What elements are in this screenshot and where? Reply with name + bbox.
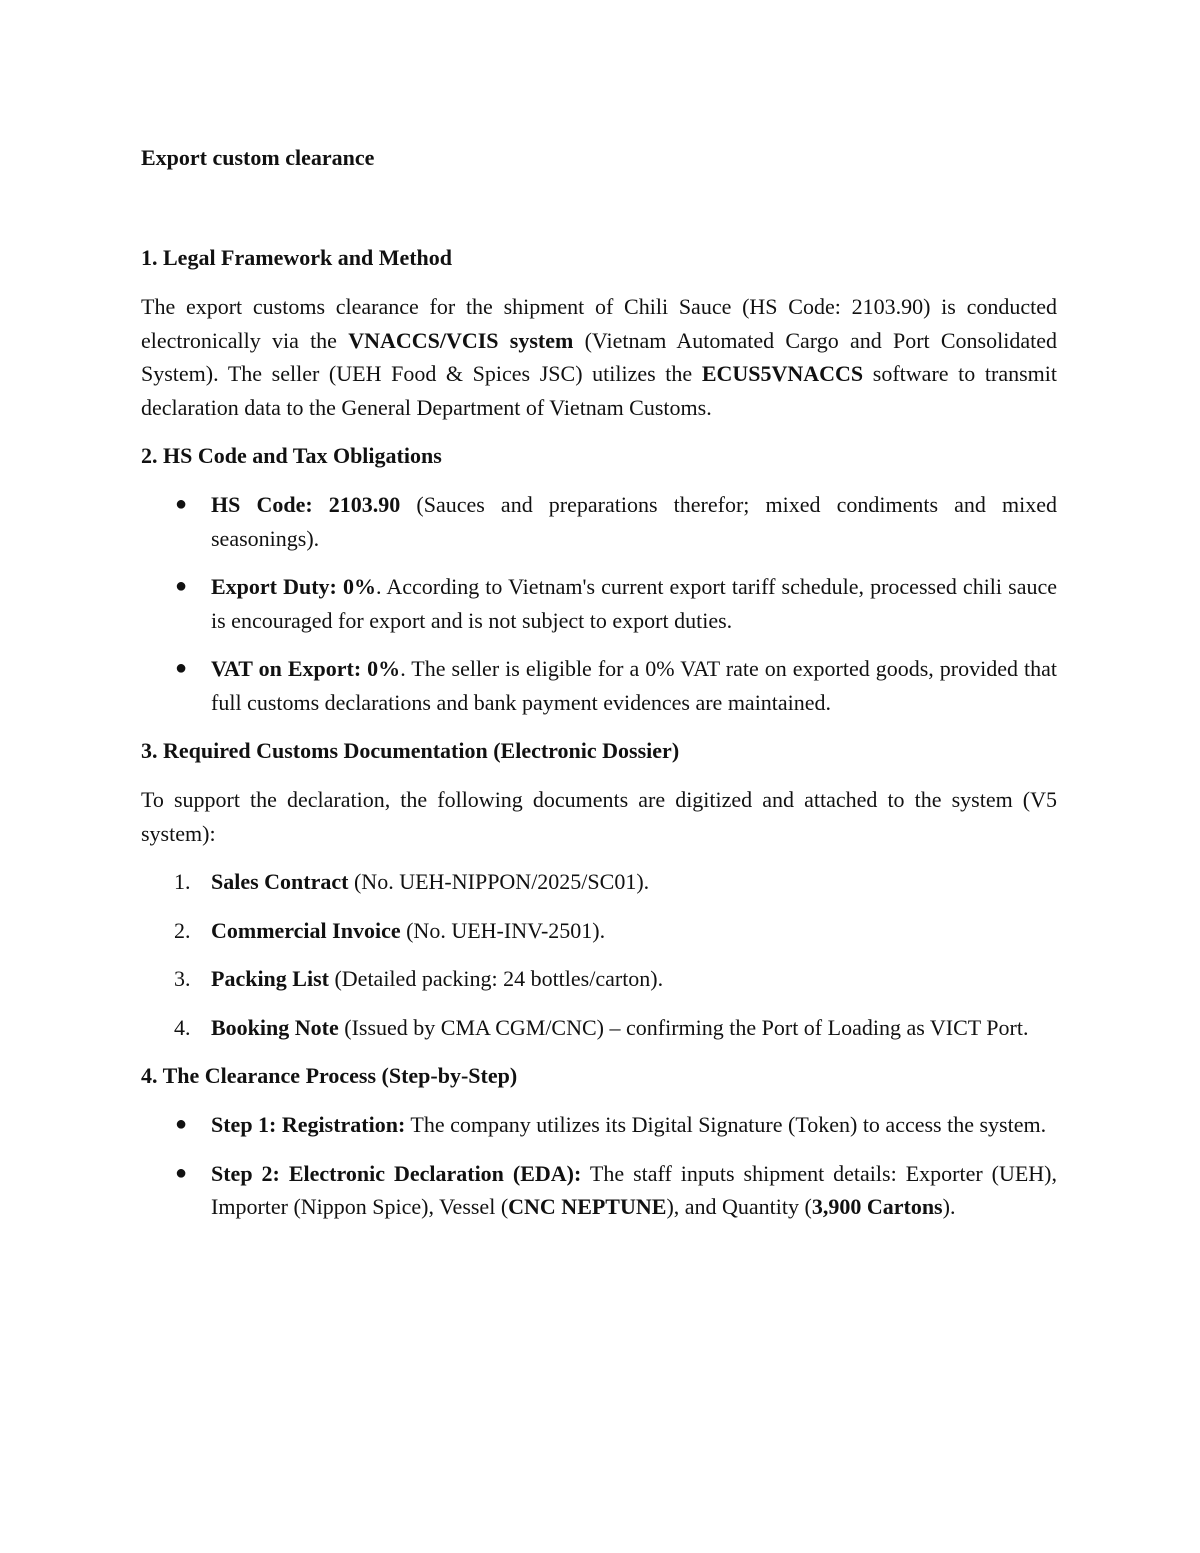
bullet-icon: ● (175, 1113, 188, 1135)
clearance-steps-list (141, 1108, 1057, 1224)
documents-list (141, 865, 1057, 1044)
tax-obligations-list (141, 488, 1057, 719)
item-label: Booking Note (211, 1014, 339, 1040)
list-item (141, 962, 1057, 996)
item-label: Export Duty: 0% (211, 574, 376, 599)
item-text: (Issued by CMA CGM/CNC) – confirming the Port of Loading as VICT Port. (338, 1014, 1029, 1040)
section-2-heading: 2. HS Code and Tax Obligations (141, 443, 442, 468)
document-title: Export custom clearance (141, 145, 375, 170)
list-item (141, 1157, 1057, 1224)
list-item (141, 914, 1057, 948)
item-text: . The seller is eligible for a 0% VAT rate on exported goods, provided that full customs declarations and bank payment evidences are maintained. (211, 656, 1057, 715)
section-1-paragraph (141, 290, 1057, 424)
bullet-icon: ● (175, 575, 188, 597)
section-1-intro-text: The export customs clearance for the shipment of Chili Sauce (HS Code: 2103.90) is conducted electronically via the (141, 294, 1057, 353)
bullet-icon: ● (175, 1161, 188, 1184)
list-item (141, 652, 1057, 719)
list-item (141, 570, 1057, 637)
list-item (141, 865, 1057, 899)
section-1-mid-text: (Vietnam Automated Cargo and Port Consolidated System). The seller (UEH Food & Spices JSC) utilizes the (141, 327, 1057, 386)
section-3-intro: To support the declaration, the following documents are digitized and attached to the system (V5 system): (141, 787, 1057, 846)
section-4-heading: 4. The Clearance Process (Step-by-Step) (141, 1063, 518, 1088)
step-label: Step 1: Registration: (211, 1112, 406, 1137)
bullet-icon: ● (175, 493, 188, 515)
list-item (141, 1011, 1057, 1045)
item-number: 1. (174, 869, 191, 894)
step-label: Step 2: Electronic Declaration (EDA): (211, 1160, 582, 1186)
item-text: . According to Vietnam's current export tariff schedule, processed chili sauce is encouraged for export and is not subject to export duties. (211, 574, 1057, 633)
vnaccs-system-name: VNACCS/VCIS system (348, 327, 574, 353)
list-item (141, 1108, 1057, 1142)
vessel-name: CNC NEPTUNE (508, 1194, 667, 1219)
item-label: VAT on Export: 0% (211, 656, 401, 681)
item-number: 2. (174, 917, 191, 943)
bullet-icon: ● (175, 657, 188, 679)
item-text: (No. UEH-INV-2501). (400, 917, 606, 943)
step-text-a: The staff inputs shipment details: Exporter (UEH), Importer (Nippon Spice), Vessel ( (211, 1160, 1058, 1219)
section-1-end-text: software to transmit declaration data to the General Department of Vietnam Customs. (141, 361, 1057, 420)
item-number: 4. (174, 1014, 191, 1040)
step-text: The company utilizes its Digital Signature (Token) to access the system. (405, 1112, 1047, 1137)
item-label: Packing List (211, 966, 329, 991)
item-text: (No. UEH-NIPPON/2025/SC01). (348, 869, 650, 894)
ecus-software-name: ECUS5VNACCS (701, 361, 864, 386)
item-number: 3. (174, 966, 191, 991)
item-label: HS Code: 2103.90 (211, 492, 401, 517)
quantity-value: 3,900 Cartons (811, 1194, 943, 1219)
step-text-c: ). (942, 1194, 956, 1219)
item-label: Commercial Invoice (211, 917, 401, 943)
item-text: (Detailed packing: 24 bottles/carton). (328, 966, 664, 991)
section-1-heading: 1. Legal Framework and Method (141, 245, 453, 270)
step-text-b: ), and Quantity ( (666, 1194, 812, 1219)
list-item (141, 488, 1057, 555)
section-3-heading: 3. Required Customs Documentation (Electronic Dossier) (141, 738, 680, 763)
item-text: (Sauces and preparations therefor; mixed condiments and mixed seasonings). (211, 492, 1058, 551)
item-label: Sales Contract (211, 869, 349, 894)
